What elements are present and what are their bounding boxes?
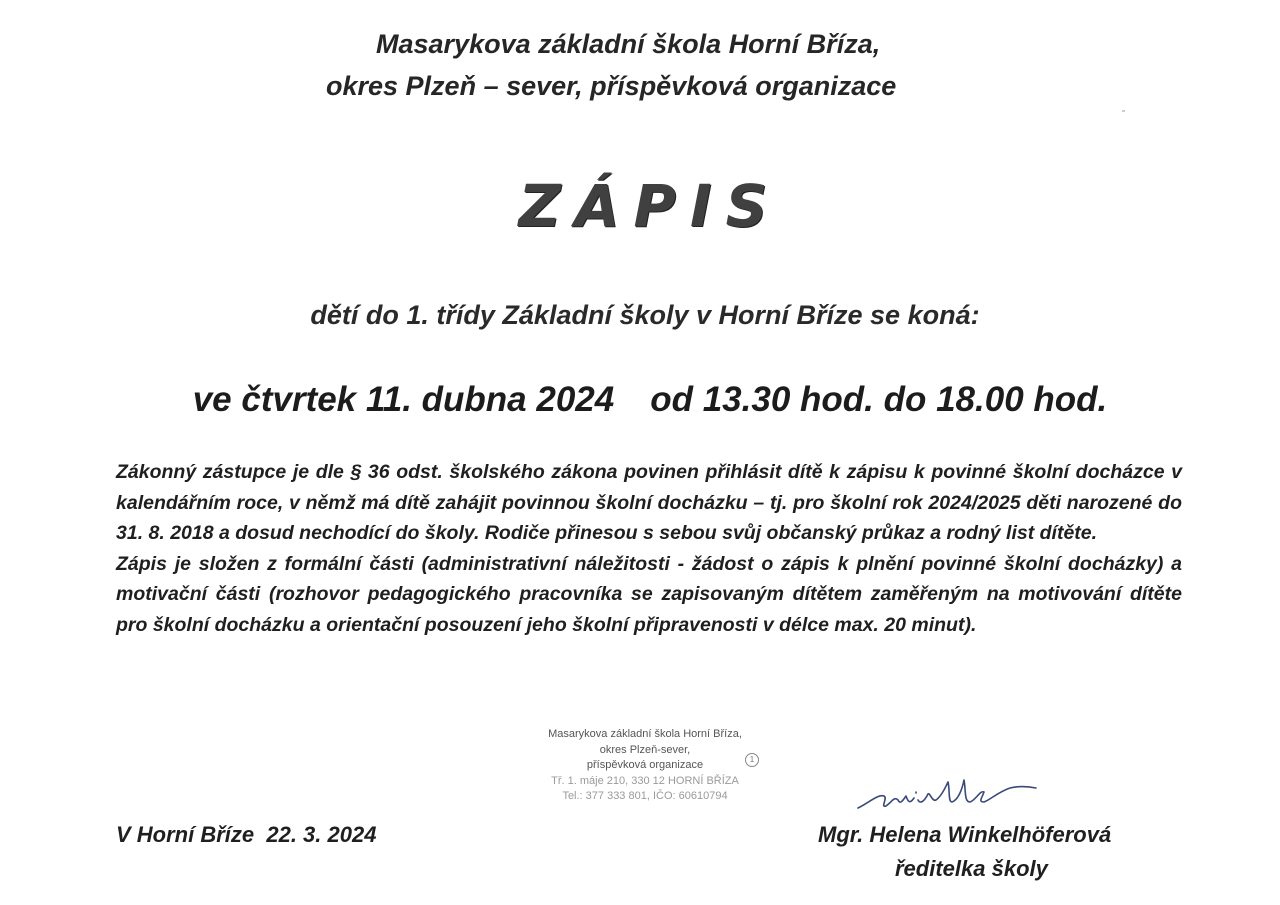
stamp-line: příspěvková organizace xyxy=(586,759,704,771)
stamp-line: Tel.: 377 333 801, IČO: 60610794 xyxy=(562,790,728,802)
event-date: ve čtvrtek 11. dubna 2024 xyxy=(192,380,615,419)
school-name-line: Masarykova základní škola Horní Bříza, xyxy=(376,29,881,59)
stamp-number-mark: 1 xyxy=(745,753,759,767)
signatory-name: Mgr. Helena Winkelhöferová xyxy=(818,822,1112,847)
stamp-line: Masarykova základní škola Horní Bříza, xyxy=(548,728,742,740)
signatory-role: ředitelka školy xyxy=(895,856,1048,881)
place-and-date: V Horní Bříze 22. 3. 2024 xyxy=(116,822,377,847)
school-district-line: okres Plzeň – sever, příspěvková organizace xyxy=(326,71,897,101)
event-time: od 13.30 hod. do 18.00 hod. xyxy=(650,380,1108,419)
paragraph-enrollment-structure: Zápis je složen z formální části (administrativní náležitosti - žádost o zápis k plnění povinné školní docházky) a motivační části (rozhovor pedagogického pracovníka se zapisovaným dítětem zaměřeným na motivování dítěte pro školní docházku a orientační posouzení jeho školní připravenosti v délce max. 20 minut). xyxy=(116,552,1182,636)
body-text xyxy=(116,457,1182,641)
stamp-line: okres Plzeň-sever, xyxy=(599,743,691,756)
scan-speck xyxy=(1122,110,1125,112)
stamp-line: Tř. 1. máje 210, 330 12 HORNÍ BŘÍZA xyxy=(551,774,739,787)
school-stamp xyxy=(530,727,760,805)
document-subtitle: dětí do 1. třídy Základní školy v Horní Bříze se koná: xyxy=(310,300,980,330)
event-date-time xyxy=(0,380,1280,420)
document-title: ZÁPIS xyxy=(518,172,782,240)
handwritten-signature xyxy=(850,772,1050,822)
paragraph-legal-guardian: Zákonný zástupce je dle § 36 odst. školského zákona povinen přihlásit dítě k zápisu k povinné školní docházce v kalendářním roce, v němž má dítě zahájit povinnou školní docházku – tj. pro školní rok 2024/2025 děti narozené do 31. 8. 2018 a dosud nechodící do školy. Rodiče přinesou s sebou svůj občanský průkaz a rodný list dítěte. xyxy=(116,461,1182,545)
